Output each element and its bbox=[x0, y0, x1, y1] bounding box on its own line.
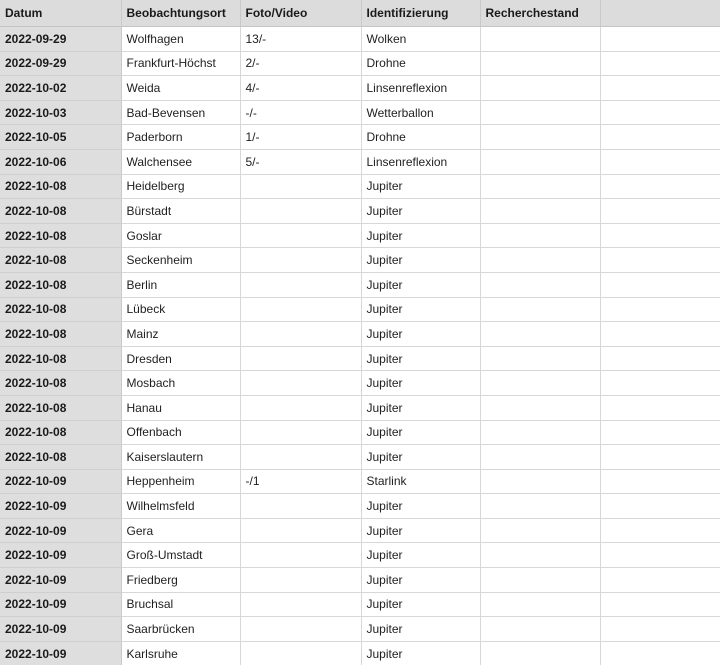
cell-date[interactable]: 2022-10-08 bbox=[0, 223, 121, 248]
cell-identification[interactable]: Jupiter bbox=[361, 371, 480, 396]
cell-extra[interactable] bbox=[600, 543, 720, 568]
cell-extra[interactable] bbox=[600, 346, 720, 371]
cell-date[interactable]: 2022-10-09 bbox=[0, 494, 121, 519]
cell-research[interactable] bbox=[480, 248, 600, 273]
cell-extra[interactable] bbox=[600, 568, 720, 593]
column-header-date[interactable]: Datum bbox=[0, 0, 121, 27]
table-row bbox=[0, 149, 720, 174]
cell-extra[interactable] bbox=[600, 223, 720, 248]
cell-research[interactable] bbox=[480, 297, 600, 322]
cell-media[interactable] bbox=[240, 199, 361, 224]
cell-extra[interactable] bbox=[600, 27, 720, 52]
cell-media[interactable] bbox=[240, 543, 361, 568]
cell-location[interactable]: Bad-Bevensen bbox=[121, 100, 240, 125]
table-row bbox=[0, 568, 720, 593]
cell-location[interactable]: Dresden bbox=[121, 346, 240, 371]
cell-media[interactable] bbox=[240, 272, 361, 297]
cell-identification[interactable]: Drohne bbox=[361, 51, 480, 76]
table-row bbox=[0, 469, 720, 494]
cell-date[interactable]: 2022-10-09 bbox=[0, 518, 121, 543]
cell-extra[interactable] bbox=[600, 494, 720, 519]
cell-date[interactable]: 2022-10-09 bbox=[0, 592, 121, 617]
cell-research[interactable] bbox=[480, 199, 600, 224]
cell-media[interactable]: 13/- bbox=[240, 27, 361, 52]
cell-location[interactable]: Karlsruhe bbox=[121, 641, 240, 665]
table-row bbox=[0, 641, 720, 665]
table-row bbox=[0, 322, 720, 347]
cell-extra[interactable] bbox=[600, 592, 720, 617]
cell-extra[interactable] bbox=[600, 617, 720, 642]
cell-identification[interactable]: Jupiter bbox=[361, 592, 480, 617]
cell-identification[interactable]: Jupiter bbox=[361, 223, 480, 248]
cell-location[interactable]: Friedberg bbox=[121, 568, 240, 593]
cell-research[interactable] bbox=[480, 322, 600, 347]
cell-location[interactable]: Offenbach bbox=[121, 420, 240, 445]
cell-identification[interactable]: Jupiter bbox=[361, 641, 480, 665]
cell-location[interactable]: Lübeck bbox=[121, 297, 240, 322]
cell-identification[interactable]: Wolken bbox=[361, 27, 480, 52]
column-header-location[interactable]: Beobachtungsort bbox=[121, 0, 240, 27]
column-header-identification[interactable]: Identifizierung bbox=[361, 0, 480, 27]
cell-research[interactable] bbox=[480, 100, 600, 125]
column-header-media[interactable]: Foto/Video bbox=[240, 0, 361, 27]
cell-identification[interactable]: Jupiter bbox=[361, 322, 480, 347]
cell-location[interactable]: Gera bbox=[121, 518, 240, 543]
table-row bbox=[0, 51, 720, 76]
cell-date[interactable]: 2022-10-09 bbox=[0, 641, 121, 665]
cell-identification[interactable]: Jupiter bbox=[361, 543, 480, 568]
cell-extra[interactable] bbox=[600, 76, 720, 101]
table-row bbox=[0, 199, 720, 224]
cell-research[interactable] bbox=[480, 469, 600, 494]
cell-location[interactable]: Walchensee bbox=[121, 149, 240, 174]
cell-date[interactable]: 2022-10-09 bbox=[0, 543, 121, 568]
cell-date[interactable]: 2022-10-08 bbox=[0, 395, 121, 420]
cell-location[interactable]: Frankfurt-Höchst bbox=[121, 51, 240, 76]
cell-identification[interactable]: Jupiter bbox=[361, 617, 480, 642]
cell-location[interactable]: Weida bbox=[121, 76, 240, 101]
column-header-extra[interactable] bbox=[600, 0, 720, 27]
cell-research[interactable] bbox=[480, 395, 600, 420]
table-row bbox=[0, 27, 720, 52]
cell-media[interactable] bbox=[240, 371, 361, 396]
cell-extra[interactable] bbox=[600, 125, 720, 150]
cell-research[interactable] bbox=[480, 223, 600, 248]
cell-extra[interactable] bbox=[600, 199, 720, 224]
cell-identification[interactable]: Jupiter bbox=[361, 199, 480, 224]
cell-date[interactable]: 2022-10-08 bbox=[0, 420, 121, 445]
table-row bbox=[0, 592, 720, 617]
cell-extra[interactable] bbox=[600, 395, 720, 420]
cell-media[interactable] bbox=[240, 568, 361, 593]
cell-date[interactable]: 2022-10-08 bbox=[0, 322, 121, 347]
cell-identification[interactable]: Starlink bbox=[361, 469, 480, 494]
cell-research[interactable] bbox=[480, 51, 600, 76]
cell-date[interactable]: 2022-10-08 bbox=[0, 371, 121, 396]
cell-location[interactable]: Mosbach bbox=[121, 371, 240, 396]
cell-identification[interactable]: Jupiter bbox=[361, 346, 480, 371]
cell-research[interactable] bbox=[480, 149, 600, 174]
cell-extra[interactable] bbox=[600, 469, 720, 494]
cell-extra[interactable] bbox=[600, 149, 720, 174]
cell-location[interactable]: Heppenheim bbox=[121, 469, 240, 494]
cell-date[interactable]: 2022-10-09 bbox=[0, 469, 121, 494]
cell-media[interactable] bbox=[240, 174, 361, 199]
table-row bbox=[0, 494, 720, 519]
cell-date[interactable]: 2022-10-09 bbox=[0, 568, 121, 593]
cell-date[interactable]: 2022-10-03 bbox=[0, 100, 121, 125]
table-row bbox=[0, 223, 720, 248]
cell-media[interactable]: 5/- bbox=[240, 149, 361, 174]
cell-identification[interactable]: Jupiter bbox=[361, 568, 480, 593]
table-row bbox=[0, 395, 720, 420]
cell-research[interactable] bbox=[480, 174, 600, 199]
cell-location[interactable]: Heidelberg bbox=[121, 174, 240, 199]
cell-research[interactable] bbox=[480, 27, 600, 52]
cell-date[interactable]: 2022-09-29 bbox=[0, 51, 121, 76]
cell-date[interactable]: 2022-09-29 bbox=[0, 27, 121, 52]
cell-extra[interactable] bbox=[600, 51, 720, 76]
cell-media[interactable] bbox=[240, 641, 361, 665]
cell-media[interactable] bbox=[240, 494, 361, 519]
cell-media[interactable] bbox=[240, 592, 361, 617]
table-row bbox=[0, 125, 720, 150]
column-header-research[interactable]: Recherchestand bbox=[480, 0, 600, 27]
cell-date[interactable]: 2022-10-08 bbox=[0, 346, 121, 371]
cell-media[interactable] bbox=[240, 617, 361, 642]
cell-location[interactable]: Goslar bbox=[121, 223, 240, 248]
cell-identification[interactable]: Wetterballon bbox=[361, 100, 480, 125]
table-row bbox=[0, 346, 720, 371]
cell-extra[interactable] bbox=[600, 100, 720, 125]
cell-date[interactable]: 2022-10-09 bbox=[0, 617, 121, 642]
cell-media[interactable] bbox=[240, 322, 361, 347]
cell-date[interactable]: 2022-10-08 bbox=[0, 248, 121, 273]
cell-research[interactable] bbox=[480, 568, 600, 593]
table-body bbox=[0, 27, 720, 665]
cell-location[interactable]: Wilhelmsfeld bbox=[121, 494, 240, 519]
cell-identification[interactable]: Jupiter bbox=[361, 420, 480, 445]
cell-location[interactable]: Mainz bbox=[121, 322, 240, 347]
cell-location[interactable]: Wolfhagen bbox=[121, 27, 240, 52]
cell-extra[interactable] bbox=[600, 297, 720, 322]
cell-date[interactable]: 2022-10-08 bbox=[0, 297, 121, 322]
cell-identification[interactable]: Jupiter bbox=[361, 518, 480, 543]
cell-media[interactable] bbox=[240, 518, 361, 543]
cell-media[interactable]: 4/- bbox=[240, 76, 361, 101]
cell-identification[interactable]: Jupiter bbox=[361, 174, 480, 199]
cell-research[interactable] bbox=[480, 494, 600, 519]
cell-media[interactable] bbox=[240, 297, 361, 322]
table-row bbox=[0, 543, 720, 568]
cell-research[interactable] bbox=[480, 518, 600, 543]
cell-identification[interactable]: Jupiter bbox=[361, 395, 480, 420]
cell-location[interactable]: Bürstadt bbox=[121, 199, 240, 224]
cell-extra[interactable] bbox=[600, 420, 720, 445]
cell-identification[interactable]: Linsenreflexion bbox=[361, 76, 480, 101]
table-row bbox=[0, 297, 720, 322]
cell-location[interactable]: Paderborn bbox=[121, 125, 240, 150]
cell-location[interactable]: Groß-Umstadt bbox=[121, 543, 240, 568]
cell-identification[interactable]: Jupiter bbox=[361, 248, 480, 273]
cell-identification[interactable]: Linsenreflexion bbox=[361, 149, 480, 174]
cell-research[interactable] bbox=[480, 592, 600, 617]
table-row bbox=[0, 518, 720, 543]
cell-research[interactable] bbox=[480, 445, 600, 470]
cell-identification[interactable]: Drohne bbox=[361, 125, 480, 150]
cell-media[interactable]: -/1 bbox=[240, 469, 361, 494]
table-row bbox=[0, 272, 720, 297]
cell-research[interactable] bbox=[480, 125, 600, 150]
header-row bbox=[0, 0, 720, 27]
cell-media[interactable] bbox=[240, 445, 361, 470]
cell-research[interactable] bbox=[480, 543, 600, 568]
cell-date[interactable]: 2022-10-06 bbox=[0, 149, 121, 174]
cell-research[interactable] bbox=[480, 76, 600, 101]
cell-media[interactable]: 1/- bbox=[240, 125, 361, 150]
cell-location[interactable]: Seckenheim bbox=[121, 248, 240, 273]
cell-research[interactable] bbox=[480, 617, 600, 642]
cell-date[interactable]: 2022-10-02 bbox=[0, 76, 121, 101]
cell-extra[interactable] bbox=[600, 322, 720, 347]
cell-identification[interactable]: Jupiter bbox=[361, 297, 480, 322]
cell-extra[interactable] bbox=[600, 445, 720, 470]
cell-media[interactable]: 2/- bbox=[240, 51, 361, 76]
cell-identification[interactable]: Jupiter bbox=[361, 494, 480, 519]
cell-location[interactable]: Saarbrücken bbox=[121, 617, 240, 642]
cell-extra[interactable] bbox=[600, 641, 720, 665]
table-row bbox=[0, 174, 720, 199]
cell-date[interactable]: 2022-10-08 bbox=[0, 199, 121, 224]
cell-location[interactable]: Kaiserslautern bbox=[121, 445, 240, 470]
cell-extra[interactable] bbox=[600, 174, 720, 199]
table-row bbox=[0, 76, 720, 101]
table-row bbox=[0, 100, 720, 125]
cell-location[interactable]: Hanau bbox=[121, 395, 240, 420]
cell-date[interactable]: 2022-10-08 bbox=[0, 445, 121, 470]
table-row bbox=[0, 248, 720, 273]
cell-media[interactable] bbox=[240, 395, 361, 420]
cell-research[interactable] bbox=[480, 272, 600, 297]
cell-research[interactable] bbox=[480, 420, 600, 445]
cell-media[interactable] bbox=[240, 420, 361, 445]
table-row bbox=[0, 617, 720, 642]
cell-media[interactable] bbox=[240, 248, 361, 273]
table-row bbox=[0, 420, 720, 445]
cell-research[interactable] bbox=[480, 641, 600, 665]
cell-location[interactable]: Bruchsal bbox=[121, 592, 240, 617]
cell-extra[interactable] bbox=[600, 248, 720, 273]
cell-media[interactable] bbox=[240, 223, 361, 248]
cell-date[interactable]: 2022-10-08 bbox=[0, 272, 121, 297]
cell-media[interactable]: -/- bbox=[240, 100, 361, 125]
cell-extra[interactable] bbox=[600, 272, 720, 297]
cell-location[interactable]: Berlin bbox=[121, 272, 240, 297]
cell-extra[interactable] bbox=[600, 371, 720, 396]
cell-extra[interactable] bbox=[600, 518, 720, 543]
table-row bbox=[0, 445, 720, 470]
table-row bbox=[0, 371, 720, 396]
cell-identification[interactable]: Jupiter bbox=[361, 272, 480, 297]
cell-media[interactable] bbox=[240, 346, 361, 371]
cell-date[interactable]: 2022-10-05 bbox=[0, 125, 121, 150]
cell-date[interactable]: 2022-10-08 bbox=[0, 174, 121, 199]
cell-identification[interactable]: Jupiter bbox=[361, 445, 480, 470]
cell-research[interactable] bbox=[480, 346, 600, 371]
cell-research[interactable] bbox=[480, 371, 600, 396]
